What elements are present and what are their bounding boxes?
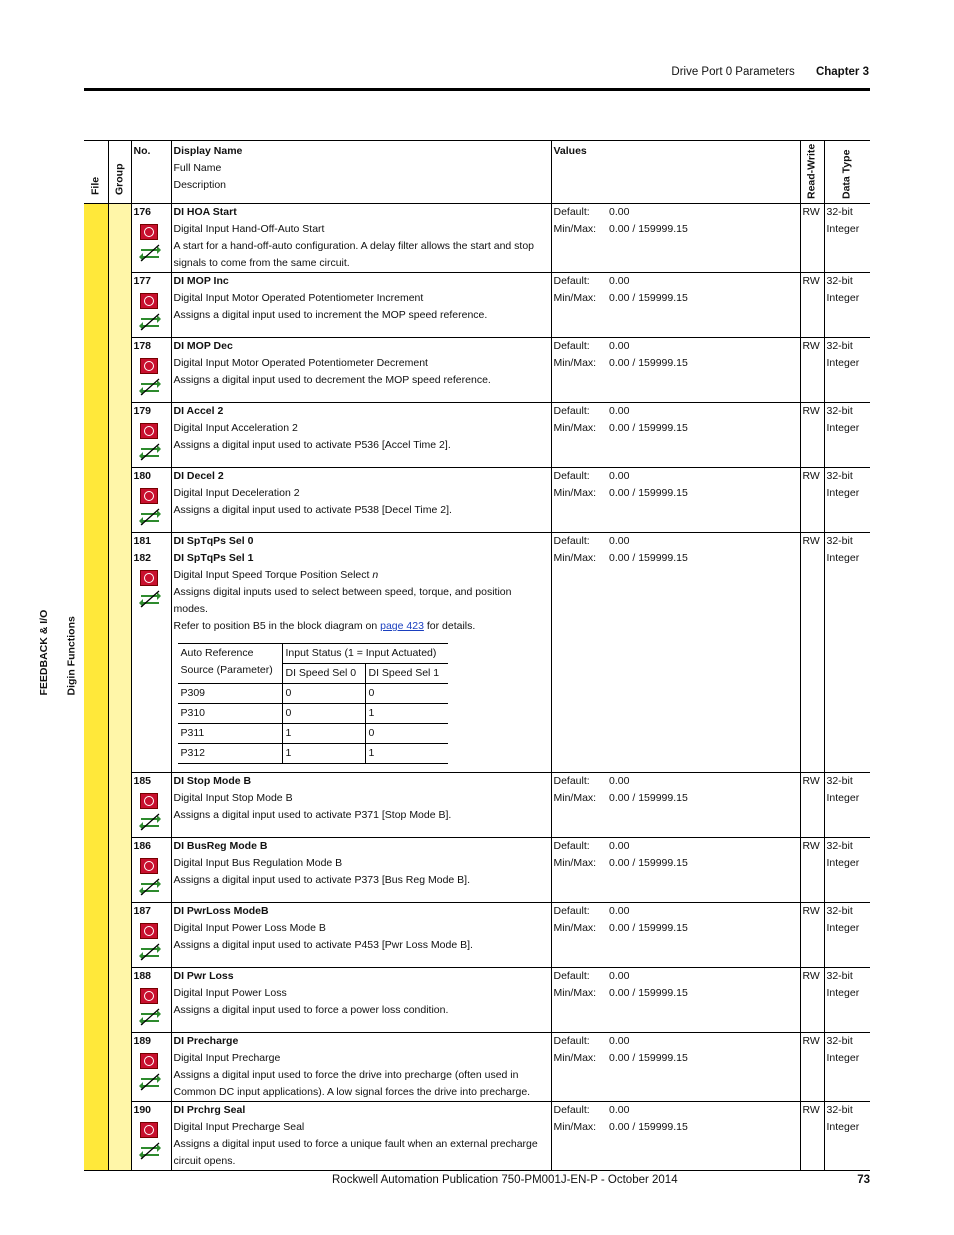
minmax-value: 0.00 / 159999.15	[609, 922, 688, 934]
param-row: 190 DI Prchrg Seal Digital Input Precharge Seal Assigns a digital input used to force a unique fault when an external precharge circuit opens. Default: Min/Max: 0.00 0.00 / 159999.15 RW 32-bit Integer	[84, 1102, 870, 1171]
read-write: RW	[800, 1033, 824, 1102]
minmax-value: 0.00 / 159999.15	[609, 422, 688, 434]
data-type: 32-bit Integer	[824, 468, 870, 533]
read-write: RW	[800, 273, 824, 338]
param-row: 177 DI MOP Inc Digital Input Motor Operated Potentiometer Increment Assigns a digital input used to increment the MOP speed reference. Default: Min/Max: 0.00 0.00 / 159999.15 RW 32-bit Integer	[84, 273, 870, 338]
data-type: 32-bit Integer	[824, 204, 870, 273]
full-name: Digital Input Stop Mode B	[173, 792, 293, 804]
digital-input-arrows-icon	[139, 1073, 161, 1091]
read-write: RW	[800, 903, 824, 968]
minmax-value: 0.00 / 159999.15	[609, 792, 688, 804]
description: Assigns a digital input used to activate P536 [Accel Time 2].	[173, 439, 451, 451]
digital-input-arrows-icon	[139, 878, 161, 896]
description: Assigns a digital input used to force a unique fault when an external precharge circuit opens.	[173, 1138, 538, 1167]
param-number: 189	[133, 1035, 152, 1047]
full-name: Digital Input Power Loss	[173, 987, 287, 999]
default-value: 0.00	[609, 405, 630, 417]
stop-icon	[140, 1122, 158, 1138]
default-value: 0.00	[609, 340, 630, 352]
display-name: DI SpTqPs Sel 0	[173, 535, 254, 547]
minmax-value: 0.00 / 159999.15	[609, 1052, 688, 1064]
description: Assigns a digital input used to force the drive into precharge (often used in Common DC input applications). A low signal forces the drive into precharge.	[173, 1069, 531, 1098]
read-write: RW	[800, 468, 824, 533]
digital-input-arrows-icon	[139, 943, 161, 961]
display-name: DI PwrLoss ModeB	[173, 905, 269, 917]
minmax-value: 0.00 / 159999.15	[609, 1121, 688, 1133]
no-column-header: No.	[131, 141, 171, 204]
display-name: DI Pwr Loss	[173, 970, 234, 982]
header-title: Drive Port 0 Parameters	[671, 66, 795, 78]
page-number: 73	[857, 1174, 870, 1186]
digital-input-arrows-icon	[139, 378, 161, 396]
full-name: Digital Input Deceleration 2	[173, 487, 300, 499]
header-rule	[84, 88, 870, 91]
stop-icon	[140, 358, 158, 374]
default-value: 0.00	[609, 535, 630, 547]
description: Assigns a digital input used to decrement the MOP speed reference.	[173, 374, 491, 386]
description: Assigns digital inputs used to select between speed, torque, and position modes.	[173, 586, 512, 615]
digital-input-arrows-icon	[139, 1142, 161, 1160]
description: A start for a hand-off-auto configuration. A delay filter allows the start and stop signals to come from the same circuit.	[173, 240, 535, 269]
minmax-value: 0.00 / 159999.15	[609, 292, 688, 304]
group-label: Digin Functions	[108, 204, 131, 1171]
param-number: 182	[133, 552, 152, 564]
param-number: 180	[133, 470, 152, 482]
stop-icon	[140, 988, 158, 1004]
display-name: DI MOP Inc	[173, 275, 229, 287]
table-row: P310 0 1	[178, 704, 448, 724]
full-name: Digital Input Acceleration 2	[173, 422, 298, 434]
minmax-value: 0.00 / 159999.15	[609, 552, 688, 564]
default-value: 0.00	[609, 1035, 630, 1047]
full-name: Digital Input Motor Operated Potentiometer Increment	[173, 292, 424, 304]
default-value: 0.00	[609, 206, 630, 218]
param-number: 179	[133, 405, 152, 417]
digital-input-arrows-icon	[139, 590, 161, 608]
stop-icon	[140, 1053, 158, 1069]
full-name: Digital Input Power Loss Mode B	[173, 922, 326, 934]
stop-icon	[140, 224, 158, 240]
file-label: FEEDBACK & I/O	[84, 204, 108, 1171]
data-type: 32-bit Integer	[824, 273, 870, 338]
stop-icon	[140, 423, 158, 439]
digital-input-arrows-icon	[139, 813, 161, 831]
param-row: 180 DI Decel 2 Digital Input Deceleration 2 Assigns a digital input used to activate P538 [Decel Time 2]. Default: Min/Max: 0.00 0.00 / 159999.15 RW 32-bit Integer	[84, 468, 870, 533]
read-write: RW	[800, 838, 824, 903]
data-type: 32-bit Integer	[824, 533, 870, 773]
data-type: 32-bit Integer	[824, 838, 870, 903]
values-column-header: Values	[551, 141, 800, 204]
sel1-header: DI Speed Sel 1	[365, 664, 448, 684]
status-header: Input Status (1 = Input Actuated)	[282, 644, 448, 664]
full-name: Digital Input Precharge Seal	[173, 1121, 305, 1133]
param-number: 176	[133, 206, 152, 218]
display-name: DI Stop Mode B	[173, 775, 252, 787]
minmax-value: 0.00 / 159999.15	[609, 357, 688, 369]
display-name: DI Precharge	[173, 1035, 239, 1047]
param-row: 186 DI BusReg Mode B Digital Input Bus Regulation Mode B Assigns a digital input used to activate P373 [Bus Reg Mode B]. Default: Min/Max: 0.00 0.00 / 159999.15 RW 32-bit Integer	[84, 838, 870, 903]
param-number: 187	[133, 905, 152, 917]
digital-input-arrows-icon	[139, 508, 161, 526]
data-type: 32-bit Integer	[824, 1033, 870, 1102]
param-row-181-182: 181 182 DI SpTqPs Sel 0 DI SpTqPs Sel 1 Digital Input Speed Torque Position Select n Assigns digital inputs used to select between speed, torque, and position modes. Refer to position B5 in the block diagram on page 423 for details. Auto Reference Source (Parameter) Input Status (1 = Input Actuated) DI Speed Sel 0 DI Speed Sel 1 P309 0 0 P310 0 1 P311 1 0 P312 1 1 Default: Min/Max: 0.00 0.00 / 159999.15 RW 32-bit Integer	[84, 533, 870, 773]
param-row: 189 DI Precharge Digital Input Precharge Assigns a digital input used to force the drive into precharge (often used in Common DC input applications). A low signal forces the drive into precharge. Default: Min/Max: 0.00 0.00 / 159999.15 RW 32-bit Integer	[84, 1033, 870, 1102]
default-value: 0.00	[609, 470, 630, 482]
footer-publication: Rockwell Automation Publication 750-PM001J-EN-P - October 2014	[332, 1174, 678, 1186]
read-write: RW	[800, 773, 824, 838]
header-chapter: Chapter 3	[815, 66, 869, 78]
display-name: DI Decel 2	[173, 470, 224, 482]
display-name: DI MOP Dec	[173, 340, 233, 352]
page-link[interactable]: page 423	[380, 620, 424, 632]
full-name: Digital Input Precharge	[173, 1052, 281, 1064]
data-type: 32-bit Integer	[824, 903, 870, 968]
full-name: Digital Input Bus Regulation Mode B	[173, 857, 343, 869]
stop-icon	[140, 570, 158, 586]
param-number: 186	[133, 840, 152, 852]
description: Assigns a digital input used to activate P538 [Decel Time 2].	[173, 504, 452, 516]
read-write: RW	[800, 1102, 824, 1171]
stop-icon	[140, 488, 158, 504]
page-header	[671, 66, 869, 78]
param-row: 187 DI PwrLoss ModeB Digital Input Power Loss Mode B Assigns a digital input used to activate P453 [Pwr Loss Mode B]. Default: Min/Max: 0.00 0.00 / 159999.15 RW 32-bit Integer	[84, 903, 870, 968]
minmax-value: 0.00 / 159999.15	[609, 223, 688, 235]
data-type: 32-bit Integer	[824, 773, 870, 838]
default-value: 0.00	[609, 970, 630, 982]
display-name: DI SpTqPs Sel 1	[173, 552, 254, 564]
default-value: 0.00	[609, 905, 630, 917]
display-name: DI Prchrg Seal	[173, 1104, 246, 1116]
param-row: 179 DI Accel 2 Digital Input Acceleration 2 Assigns a digital input used to activate P536 [Accel Time 2]. Default: Min/Max: 0.00 0.00 / 159999.15 RW 32-bit Integer	[84, 403, 870, 468]
display-name: DI Accel 2	[173, 405, 224, 417]
full-name: Digital Input Motor Operated Potentiometer Decrement	[173, 357, 428, 369]
digital-input-arrows-icon	[139, 443, 161, 461]
display-name: DI HOA Start	[173, 206, 237, 218]
description: Assigns a digital input used to increment the MOP speed reference.	[173, 309, 488, 321]
rw-column-header: Read-Write	[800, 141, 824, 204]
table-row: P312 1 1	[178, 744, 448, 764]
source-header: Auto Reference Source (Parameter)	[178, 644, 283, 684]
minmax-value: 0.00 / 159999.15	[609, 857, 688, 869]
stop-icon	[140, 293, 158, 309]
read-write: RW	[800, 338, 824, 403]
read-write: RW	[800, 403, 824, 468]
minmax-value: 0.00 / 159999.15	[609, 987, 688, 999]
table-row: P309 0 0	[178, 684, 448, 704]
default-value: 0.00	[609, 775, 630, 787]
table-row: P311 1 0	[178, 724, 448, 744]
data-type: 32-bit Integer	[824, 968, 870, 1033]
param-row: 188 DI Pwr Loss Digital Input Power Loss Assigns a digital input used to force a power loss condition. Default: Min/Max: 0.00 0.00 / 159999.15 RW 32-bit Integer	[84, 968, 870, 1033]
param-row: 185 DI Stop Mode B Digital Input Stop Mode B Assigns a digital input used to activate P371 [Stop Mode B]. Default: Min/Max: 0.00 0.00 / 159999.15 RW 32-bit Integer	[84, 773, 870, 838]
description: Assigns a digital input used to force a power loss condition.	[173, 1004, 449, 1016]
name-column-header: Display Name Full Name Description	[171, 141, 551, 204]
param-row: FEEDBACK & I/O Digin Functions 176 DI HOA Start Digital Input Hand-Off-Auto Start A start for a hand-off-auto configuration. A delay filter allows the start and stop signals to come from the same circuit. Default: Min/Max: 0.00 0.00 / 159999.15 RW 32-bit Integer	[84, 204, 870, 273]
read-write: RW	[800, 204, 824, 273]
stop-icon	[140, 858, 158, 874]
digital-input-arrows-icon	[139, 313, 161, 331]
group-column-header: Group	[108, 141, 131, 204]
param-number: 190	[133, 1104, 152, 1116]
data-type: 32-bit Integer	[824, 338, 870, 403]
read-write: RW	[800, 533, 824, 773]
stop-icon	[140, 793, 158, 809]
param-number: 178	[133, 340, 152, 352]
param-number: 177	[133, 275, 152, 287]
file-column-header: File	[84, 141, 108, 204]
param-number: 188	[133, 970, 152, 982]
data-type: 32-bit Integer	[824, 403, 870, 468]
sel0-header: DI Speed Sel 0	[282, 664, 365, 684]
param-row: 178 DI MOP Dec Digital Input Motor Operated Potentiometer Decrement Assigns a digital input used to decrement the MOP speed reference. Default: Min/Max: 0.00 0.00 / 159999.15 RW 32-bit Integer	[84, 338, 870, 403]
param-number: 185	[133, 775, 152, 787]
description: Assigns a digital input used to activate P371 [Stop Mode B].	[173, 809, 452, 821]
full-name: Digital Input Speed Torque Position Select n	[173, 569, 379, 581]
default-value: 0.00	[609, 275, 630, 287]
parameter-table	[37, 140, 870, 1171]
digital-input-arrows-icon	[139, 1008, 161, 1026]
minmax-value: 0.00 / 159999.15	[609, 487, 688, 499]
description: Assigns a digital input used to activate P453 [Pwr Loss Mode B].	[173, 939, 473, 951]
datatype-column-header: Data Type	[824, 141, 870, 204]
display-name: DI BusReg Mode B	[173, 840, 268, 852]
read-write: RW	[800, 968, 824, 1033]
sptqps-table	[178, 643, 448, 764]
default-value: 0.00	[609, 1104, 630, 1116]
description: Assigns a digital input used to activate P373 [Bus Reg Mode B].	[173, 874, 471, 886]
digital-input-arrows-icon	[139, 244, 161, 262]
stop-icon	[140, 923, 158, 939]
param-number: 181	[133, 535, 152, 547]
default-value: 0.00	[609, 840, 630, 852]
full-name: Digital Input Hand-Off-Auto Start	[173, 223, 325, 235]
data-type: 32-bit Integer	[824, 1102, 870, 1171]
